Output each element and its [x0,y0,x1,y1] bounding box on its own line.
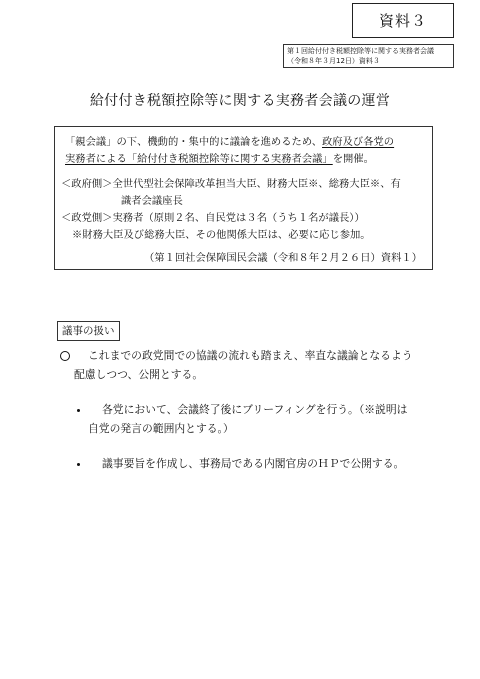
meeting-reference-line-1: 第１回給付付き税額控除等に関する実務者会議 [287,47,434,55]
bullet-1-line-1: 各党において、会議終了後にブリーフィングを行う。（※説明は [102,403,408,416]
government-side-line: ＜政府側＞全世代型社会保障改革担当大臣、財務大臣※、総務大臣※、有 [61,178,401,190]
government-side-line-2: 識者会議座長 [121,195,183,207]
summary-line-1-underlined: 政府及び各党の [322,136,395,148]
meeting-reference-box [283,44,454,68]
main-point-line-1: これまでの政党間での協議の流れも踏まえ、率直な議論となるよう [88,349,413,362]
bullet-1-line-2: 自党の発言の範囲内とする。） [88,422,234,435]
source-citation: （第１回社会保障国民会議（令和８年２月２６日）資料１） [144,252,423,264]
summary-line-2-underlined: 実務者による「給付付き税額控除等に関する実務者会議」 [65,153,333,165]
meeting-reference-line-2: （令和８年３月12日）資料３ [287,57,380,65]
bullet-2-line-1: 議事要旨を作成し、事務局である内閣官房のＨＰで公開する。 [102,457,405,470]
summary-line-2 [65,151,374,168]
note-line: ※財務大臣及び総務大臣、その他関係大臣は、必要に応じ参加。 [72,229,371,241]
summary-line-1-text: 「親会議」の下、機動的・集中的に議論を進めるため、 [65,136,323,148]
document-number-label: 資料３ [352,3,454,38]
main-point-line-2: 配慮しつつ、公開とする。 [74,368,204,381]
section-label: 議事の扱い [57,321,120,341]
summary-line-2-text: を開催。 [332,153,374,165]
bullet-dot-icon [77,463,80,466]
summary-box [54,126,433,270]
page-title: 給付付き税額控除等に関する実務者会議の運営 [89,93,391,109]
party-side-line: ＜政党側＞実務者（原則２名、自民党は３名（うち１名が議長）） [61,212,365,224]
summary-line-1 [65,134,394,151]
circle-bullet-icon [60,351,70,361]
bullet-dot-icon [77,409,80,412]
